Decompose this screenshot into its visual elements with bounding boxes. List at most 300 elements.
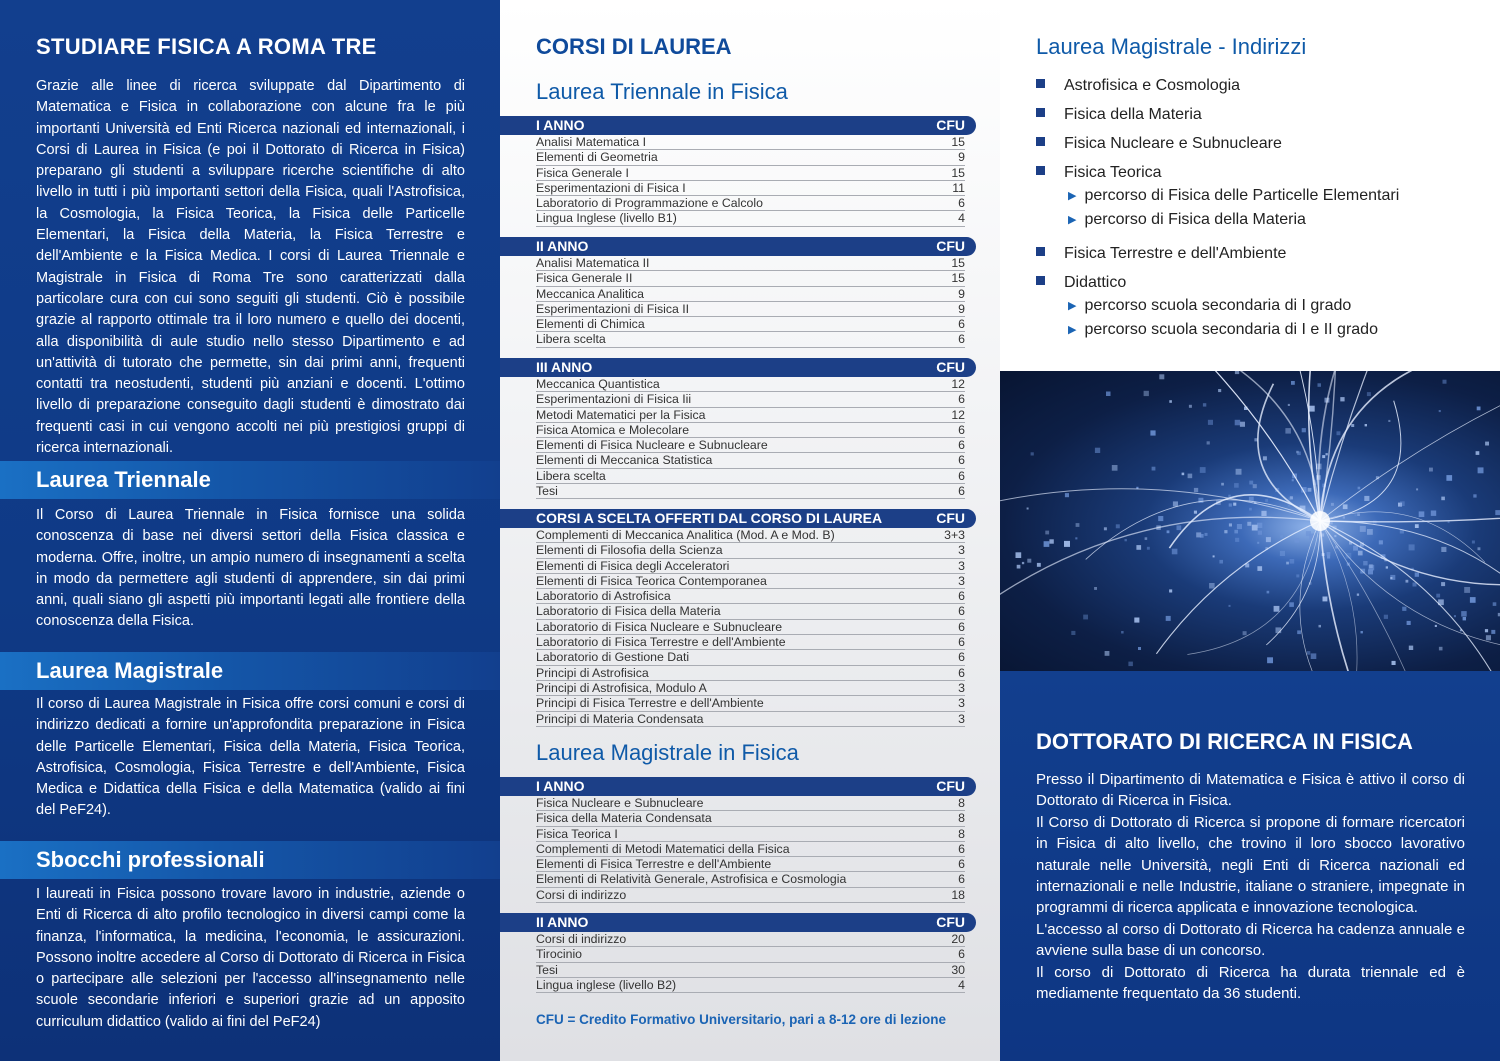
particle-dot — [1257, 566, 1262, 571]
particle-dot — [1258, 531, 1262, 535]
particle-dot — [1364, 496, 1369, 501]
particle-dot — [1076, 523, 1080, 527]
table-row — [536, 196, 965, 211]
course-cfu: 6 — [958, 841, 965, 856]
table-row — [536, 256, 965, 271]
particle-dot — [1017, 565, 1021, 569]
course-name: Elementi di Fisica Nucleare e Subnucleare — [536, 438, 768, 453]
particle-dot — [1016, 552, 1022, 558]
particle-track — [1309, 371, 1355, 521]
particle-dot — [1094, 587, 1097, 590]
particle-dot — [1147, 547, 1150, 550]
particle-dot — [1150, 430, 1155, 435]
particle-dot — [1291, 381, 1295, 385]
course-cfu: 6 — [958, 604, 965, 619]
particle-dot — [1274, 606, 1280, 612]
course-cfu: 3 — [958, 558, 965, 573]
course-cfu: 6 — [958, 332, 965, 347]
particle-dot — [1441, 582, 1445, 586]
particle-dot — [1355, 514, 1357, 516]
particle-dot — [1247, 522, 1251, 526]
particle-dot — [1229, 503, 1232, 506]
particle-dot — [1478, 547, 1481, 550]
particle-dot — [1367, 392, 1371, 396]
table-row — [536, 696, 965, 711]
particle-dot — [1138, 647, 1141, 650]
particle-dot — [1031, 452, 1034, 455]
indirizzo-item — [1036, 77, 1240, 95]
sbocchi-text: I laureati in Fisica possono trovare lavoro in industrie, aziende o Enti di Ricerca di alto profilo tecnologico in diversi campi come la finanza, l'informatica, la medicina, l'economia, le assicurazioni. Possono inoltre accedere al Corso di Dottorato di Ricerca in Fisica o partecipare alle selezioni per l'accesso all'insegnamento nelle scuole secondarie inferiori e superiori grazie ad un apposito curriculum didattico (valido ai fini del PeF24) — [36, 886, 465, 1030]
particle-track — [1086, 500, 1320, 560]
particle-dot — [1493, 602, 1497, 606]
table-row — [536, 332, 965, 347]
particle-dot — [1343, 504, 1348, 509]
particle-dot — [1318, 383, 1322, 387]
course-cfu: 9 — [958, 301, 965, 316]
particle-dot — [1485, 442, 1489, 446]
cfu-label: CFU — [936, 914, 965, 930]
table-row — [536, 978, 965, 993]
table-row — [536, 888, 965, 903]
course-table — [500, 358, 976, 499]
particle-dot — [1290, 559, 1295, 564]
particle-dot — [1219, 560, 1223, 564]
course-name: Laboratorio di Fisica Terrestre e dell'Ambiente — [536, 635, 786, 650]
particle-dot — [1340, 397, 1344, 401]
particle-dot — [1448, 521, 1450, 523]
particle-dot — [1435, 625, 1437, 627]
particle-dot — [1306, 531, 1311, 536]
indirizzo-sub-item — [1068, 211, 1306, 229]
triangle-bullet-icon: ▶ — [1068, 190, 1077, 202]
course-cfu: 3 — [958, 696, 965, 711]
course-name: Meccanica Analitica — [536, 286, 644, 301]
particle-dot — [1454, 615, 1456, 617]
particle-dot — [1288, 404, 1290, 406]
particle-dot — [1200, 467, 1206, 473]
course-name: Complementi di Metodi Matematici della Fisica — [536, 841, 790, 856]
magistrale-text: Il corso di Laurea Magistrale in Fisica offre corsi comuni e corsi di indirizzo dedicati a fornire un'approfondita preparazione in Fisica delle Particelle Elementari, Fisica della Materia, Fisica Teorica, Astrofisica, Cosmologia, Fisica Terrestre e dell'Ambiente, Fisica Medica e Didattica della Fisica e della Matematica (valido ai fini del PeF24). — [36, 696, 465, 819]
indirizzo-sub-label: percorso di Fisica della Materia — [1084, 211, 1306, 228]
particle-dot — [1158, 516, 1163, 521]
particle-dot — [1285, 428, 1291, 434]
course-cfu: 9 — [958, 150, 965, 165]
particle-dot — [1200, 534, 1204, 538]
indirizzo-sub-label: percorso scuola secondaria di I grado — [1084, 297, 1352, 314]
particle-dot — [1027, 508, 1029, 510]
course-cfu: 15 — [951, 135, 965, 149]
particle-dot — [1288, 498, 1291, 501]
course-name: Esperimentazioni di Fisica Iii — [536, 392, 692, 407]
course-name: Esperimentazioni di Fisica II — [536, 301, 690, 316]
particle-dot — [1234, 530, 1238, 534]
course-cfu: 3 — [958, 573, 965, 588]
triennale-heading: Laurea Triennale in Fisica — [536, 79, 788, 104]
course-cfu: 6 — [958, 317, 965, 332]
table-row — [536, 842, 965, 857]
course-name: Libera scelta — [536, 468, 606, 483]
course-name: Laboratorio di Fisica della Materia — [536, 604, 721, 619]
table-header — [500, 116, 976, 135]
course-cfu: 3+3 — [944, 528, 965, 542]
particle-dot — [1296, 574, 1299, 577]
magistrale-band — [0, 652, 500, 690]
particle-dot — [1288, 505, 1290, 507]
course-name: Analisi Matematica II — [536, 256, 650, 270]
table-row — [536, 620, 965, 635]
particle-dot — [1083, 615, 1088, 620]
particle-dot — [1128, 662, 1133, 667]
particle-dot — [1319, 625, 1322, 628]
collision-graphic — [1000, 371, 1500, 671]
particle-dot — [1357, 594, 1359, 596]
course-cfu: 3 — [958, 711, 965, 726]
triangle-bullet-icon: ▶ — [1068, 300, 1077, 312]
particle-dot — [1095, 448, 1100, 453]
dottorato-p2: Il Corso di Dottorato di Ricerca si propone di formare ricercatori in Fisica di alto livello, che trovino il loro sbocco lavorativo naturale nelle Università, negli Enti di Ricerca nazionali ed internazionali e nelle Industrie, italiane o straniere, impegnate in programmi di ricerca applicata e innovazione tecnologica. — [1036, 813, 1465, 917]
particle-dot — [1280, 535, 1283, 538]
course-cfu: 30 — [951, 962, 965, 977]
table-row — [536, 650, 965, 665]
particle-dot — [1311, 653, 1317, 659]
cfu-note: CFU = Credito Formativo Universitario, pari a 8-12 ore di lezione — [536, 1012, 946, 1027]
course-cfu: 4 — [958, 211, 965, 226]
course-cfu: 6 — [958, 947, 965, 962]
particle-dot — [1429, 468, 1433, 472]
particle-dot — [1308, 488, 1312, 492]
particle-dot — [1485, 629, 1488, 632]
magistrale-title: Laurea Magistrale — [36, 658, 224, 683]
course-name: Complementi di Meccanica Analitica (Mod. A e Mod. B) — [536, 528, 835, 542]
indirizzo-item — [1036, 274, 1126, 292]
course-cfu: 6 — [958, 857, 965, 872]
course-name: Principi di Fisica Terrestre e dell'Ambiente — [536, 696, 764, 711]
table-row — [536, 408, 965, 423]
course-name: Corsi di indirizzo — [536, 887, 627, 902]
course-cfu: 8 — [958, 811, 965, 826]
particle-dot — [1416, 488, 1418, 490]
particle-dot — [1360, 526, 1366, 532]
table-row — [536, 211, 965, 226]
particle-dot — [1436, 594, 1440, 598]
particle-dot — [1194, 511, 1197, 514]
course-name: Fisica Nucleare e Subnucleare — [536, 796, 704, 810]
particle-dot — [1071, 631, 1075, 635]
particle-dot — [1351, 424, 1354, 427]
table-row — [536, 181, 965, 196]
particle-dot — [1337, 431, 1341, 435]
table-row — [536, 604, 965, 619]
particle-dot — [1267, 657, 1273, 663]
triennale-text: Il Corso di Laurea Triennale in Fisica fornisce una solida conoscenza di base nei diversi settori della Fisica classica e moderna. Offre, inoltre, un ampio numero di insegnamenti a scelta in modo da permettere agli studenti di apprendere, sin dai primi anni, quali siano gli aspetti più importanti legati alle frontiere della conoscenza della Fisica. — [36, 507, 465, 630]
course-cfu: 6 — [958, 422, 965, 437]
course-cfu: 6 — [958, 650, 965, 665]
triennale-band — [0, 461, 500, 499]
table-header — [500, 509, 976, 528]
particle-collision-image — [1000, 371, 1500, 671]
particle-track — [1300, 521, 1341, 671]
course-table — [500, 237, 976, 348]
particle-dot — [1125, 539, 1127, 541]
course-name: Corsi di indirizzo — [536, 932, 627, 946]
indirizzo-label: Fisica Teorica — [1064, 164, 1162, 181]
course-cfu: 8 — [958, 826, 965, 841]
square-bullet-icon — [1036, 137, 1045, 146]
particle-dot — [1116, 524, 1120, 528]
course-cfu: 6 — [958, 665, 965, 680]
particle-dot — [1249, 481, 1253, 485]
particle-dot — [1473, 494, 1476, 497]
table-row — [536, 438, 965, 453]
indirizzo-label: Fisica della Materia — [1064, 106, 1202, 123]
particle-dot — [1289, 602, 1294, 607]
particle-dot — [1229, 605, 1231, 607]
particle-dot — [1441, 547, 1446, 552]
particle-dot — [1390, 577, 1392, 579]
particle-dot — [1136, 545, 1141, 550]
course-cfu: 6 — [958, 484, 965, 499]
particle-dot — [1221, 483, 1224, 486]
course-cfu: 6 — [958, 635, 965, 650]
particle-dot — [1205, 533, 1208, 536]
particle-dot — [1213, 555, 1215, 557]
cfu-label: CFU — [936, 510, 965, 526]
table-row — [536, 589, 965, 604]
course-name: Elementi di Fisica Terrestre e dell'Ambiente — [536, 857, 772, 872]
particle-dot — [1409, 646, 1413, 650]
particle-dot — [1400, 501, 1405, 506]
particle-dot — [1379, 540, 1383, 544]
studiare-title: STUDIARE FISICA A ROMA TRE — [36, 34, 377, 59]
table-row — [536, 857, 965, 872]
course-name: Principi di Astrofisica, Modulo A — [536, 680, 707, 695]
particle-dot — [1104, 527, 1107, 530]
table-row — [536, 528, 965, 543]
indirizzo-label: Fisica Terrestre e dell'Ambiente — [1064, 245, 1287, 262]
particle-dot — [1263, 456, 1267, 460]
table-row — [536, 453, 965, 468]
table-row — [536, 543, 965, 558]
collision-core — [1310, 511, 1330, 531]
course-table — [500, 913, 976, 993]
dottorato-p4: Il corso di Dottorato di Ricerca ha durata triennale ed è mediamente frequentato da 36 studenti. — [1036, 963, 1465, 1003]
indirizzo-label: Fisica Nucleare e Subnucleare — [1064, 135, 1282, 152]
particle-dot — [1208, 420, 1213, 425]
corsi-title: CORSI DI LAUREA — [536, 34, 732, 59]
intro-text: Grazie alle linee di ricerca sviluppate dal Dipartimento di Matematica e Fisica in collaborazione con alcune fra le più importanti Università ed Enti Ricerca nazionali ed internazionali, i Corsi di Laurea in Fisica (e poi il Dottorato di Ricerca in Fisica) preparano gli studenti a sviluppare ricerche scientifiche di alto livello in tutti i più importanti settori della Fisica, quali l'Astrofisica, la Cosmologia, la Fisica Teorica, la Fisica delle Particelle Elementari, la Fisica della Materia, la Fisica Terrestre e dell'Ambiente e la Fisica Medica. I corsi di Laurea Triennale e Magistrale in Fisica di Roma Tre sono caratterizzati dalla particolare cura con cui sono seguiti gli studenti. Ciò è possibile grazie al rapporto ottimale tra il loro numero e quello dei docenti, alla disponibilità di aule studio nello stesso Dipartimento e ad un'attività di tutorato che permette, sin dai primi anni, frequenti contatti tra neostudenti, studenti più anziani e docenti. L'ottimo livello di preparazione conseguito dagli studenti è dimostrato dai frequenti casi in cui vengono accolti nei più prestigiosi gruppi di ricerca internazionali. — [36, 78, 465, 457]
particle-dot — [1152, 467, 1156, 471]
course-name: Fisica Atomica e Molecolare — [536, 422, 690, 437]
particle-track — [1320, 512, 1485, 562]
course-name: Fisica Generale I — [536, 165, 629, 180]
particle-dot — [1249, 508, 1252, 511]
particle-dot — [1327, 552, 1331, 556]
left-panel — [0, 0, 500, 1061]
particle-dot — [1443, 380, 1447, 384]
middle-panel — [500, 0, 1000, 1061]
course-name: Laboratorio di Astrofisica — [536, 589, 671, 604]
indirizzo-item — [1036, 164, 1162, 182]
particle-dot — [1419, 511, 1425, 517]
year-label: I ANNO — [536, 117, 585, 133]
particle-dot — [1188, 474, 1193, 479]
course-cfu: 4 — [958, 977, 965, 992]
particle-dot — [1486, 635, 1491, 640]
particle-dot — [1464, 587, 1470, 593]
course-cfu: 6 — [958, 872, 965, 887]
square-bullet-icon — [1036, 79, 1045, 88]
course-name: Elementi di Meccanica Statistica — [536, 453, 713, 468]
particle-dot — [1441, 497, 1445, 501]
right-panel — [1000, 0, 1500, 1061]
table-header — [500, 237, 976, 256]
particle-dot — [1407, 621, 1411, 625]
course-name: Principi di Astrofisica — [536, 665, 649, 680]
particle-dot — [1075, 537, 1077, 539]
table-row — [536, 559, 965, 574]
table-row — [536, 666, 965, 681]
dottorato-title: DOTTORATO DI RICERCA IN FISICA — [1036, 729, 1413, 754]
particle-dot — [1203, 403, 1206, 406]
particle-dot — [1326, 453, 1328, 455]
year-label: CORSI A SCELTA OFFERTI DAL CORSO DI LAUREA — [536, 510, 883, 526]
particle-dot — [1463, 617, 1466, 620]
course-name: Elementi di Fisica Teorica Contemporanea — [536, 573, 767, 588]
table-header — [500, 358, 976, 377]
particle-dot — [1388, 420, 1390, 422]
dottorato-p3: L'accesso al corso di Dottorato di Ricerca ha cadenza annuale e avviene sulla base di un concorso. — [1036, 920, 1465, 960]
particle-dot — [1446, 475, 1452, 481]
particle-dot — [1491, 630, 1495, 634]
particle-track — [1320, 371, 1500, 521]
particle-dot — [1253, 484, 1257, 488]
table-row — [536, 635, 965, 650]
particle-dot — [1257, 523, 1262, 528]
course-name: Elementi di Filosofia della Scienza — [536, 543, 723, 558]
particle-dot — [1145, 537, 1148, 540]
course-name: Esperimentazioni di Fisica I — [536, 180, 686, 195]
course-name: Lingua inglese (livello B2) — [536, 977, 677, 992]
particle-dot — [1235, 420, 1241, 426]
table-row — [536, 827, 965, 842]
course-name: Elementi di Relatività Generale, Astrofisica e Cosmologia — [536, 872, 847, 887]
year-label: I ANNO — [536, 778, 585, 794]
particle-dot — [1218, 389, 1221, 392]
particle-dot — [1409, 544, 1415, 550]
course-name: Libera scelta — [536, 332, 606, 347]
particle-track — [1320, 371, 1403, 521]
particle-dot — [1402, 607, 1406, 611]
course-name: Elementi di Fisica degli Acceleratori — [536, 558, 730, 573]
table-row — [536, 271, 965, 286]
particle-dot — [1477, 407, 1481, 411]
course-cfu: 15 — [951, 165, 965, 180]
particle-dot — [1224, 530, 1227, 533]
table-header — [500, 913, 976, 932]
table-row — [536, 166, 965, 181]
cfu-label: CFU — [936, 238, 965, 254]
particle-dot — [1257, 542, 1259, 544]
particle-dot — [1172, 549, 1178, 555]
particle-dot — [1045, 531, 1049, 535]
course-cfu: 6 — [958, 589, 965, 604]
particle-dot — [1169, 400, 1172, 403]
particle-track — [1320, 371, 1449, 521]
dottorato-text — [1036, 769, 1465, 1004]
course-cfu: 6 — [958, 619, 965, 634]
course-name: Fisica Generale II — [536, 271, 633, 286]
cfu-label: CFU — [936, 359, 965, 375]
course-cfu: 12 — [951, 407, 965, 422]
particle-dot — [1331, 503, 1334, 506]
particle-dot — [1363, 561, 1367, 565]
course-cfu: 9 — [958, 286, 965, 301]
table-row — [536, 469, 965, 484]
particle-dot — [1470, 597, 1476, 603]
table-row — [536, 574, 965, 589]
course-name: Analisi Matematica I — [536, 135, 647, 149]
square-bullet-icon — [1036, 247, 1045, 256]
particle-dot — [1346, 553, 1352, 559]
course-name: Laboratorio di Gestione Dati — [536, 650, 690, 665]
particle-dot — [1121, 631, 1124, 634]
indirizzo-sub-item — [1068, 187, 1399, 205]
table-row — [536, 423, 965, 438]
particle-dot — [1353, 546, 1358, 551]
particle-dot — [1361, 631, 1363, 633]
particle-dot — [1309, 406, 1315, 412]
course-cfu: 3 — [958, 543, 965, 558]
table-row — [536, 302, 965, 317]
particle-dot — [1159, 374, 1164, 379]
particle-dot — [1292, 479, 1294, 481]
indirizzo-sub-label: percorso scuola secondaria di I e II grado — [1084, 321, 1378, 338]
particle-dot — [1027, 559, 1031, 563]
particle-dot — [1265, 499, 1268, 502]
course-cfu: 6 — [958, 438, 965, 453]
particle-dot — [1207, 441, 1210, 444]
particle-dot — [1022, 562, 1024, 564]
course-cfu: 20 — [951, 932, 965, 946]
particle-dot — [1357, 513, 1360, 516]
table-row — [536, 681, 965, 696]
particle-dot — [1037, 563, 1041, 567]
particle-dot — [1334, 535, 1336, 537]
particle-dot — [1169, 589, 1172, 592]
square-bullet-icon — [1036, 108, 1045, 117]
particle-dot — [1064, 541, 1070, 547]
particle-dot — [1182, 473, 1185, 476]
particle-dot — [1323, 597, 1328, 602]
course-cfu: 15 — [951, 256, 965, 270]
particle-dot — [1209, 583, 1215, 589]
particle-dot — [1280, 551, 1285, 556]
table-row — [536, 947, 965, 962]
course-table — [500, 777, 976, 903]
particle-dot — [1167, 530, 1170, 533]
indirizzi-title: Laurea Magistrale - Indirizzi — [1036, 34, 1307, 59]
year-label: III ANNO — [536, 359, 593, 375]
particle-dot — [1295, 538, 1300, 543]
particle-dot — [1261, 511, 1266, 516]
particle-dot — [1049, 539, 1053, 543]
course-cfu: 3 — [958, 680, 965, 695]
course-table — [500, 116, 976, 227]
particle-dot — [1065, 493, 1069, 497]
particle-dot — [1237, 524, 1242, 529]
particle-dot — [1302, 428, 1306, 432]
particle-dot — [1297, 452, 1301, 456]
